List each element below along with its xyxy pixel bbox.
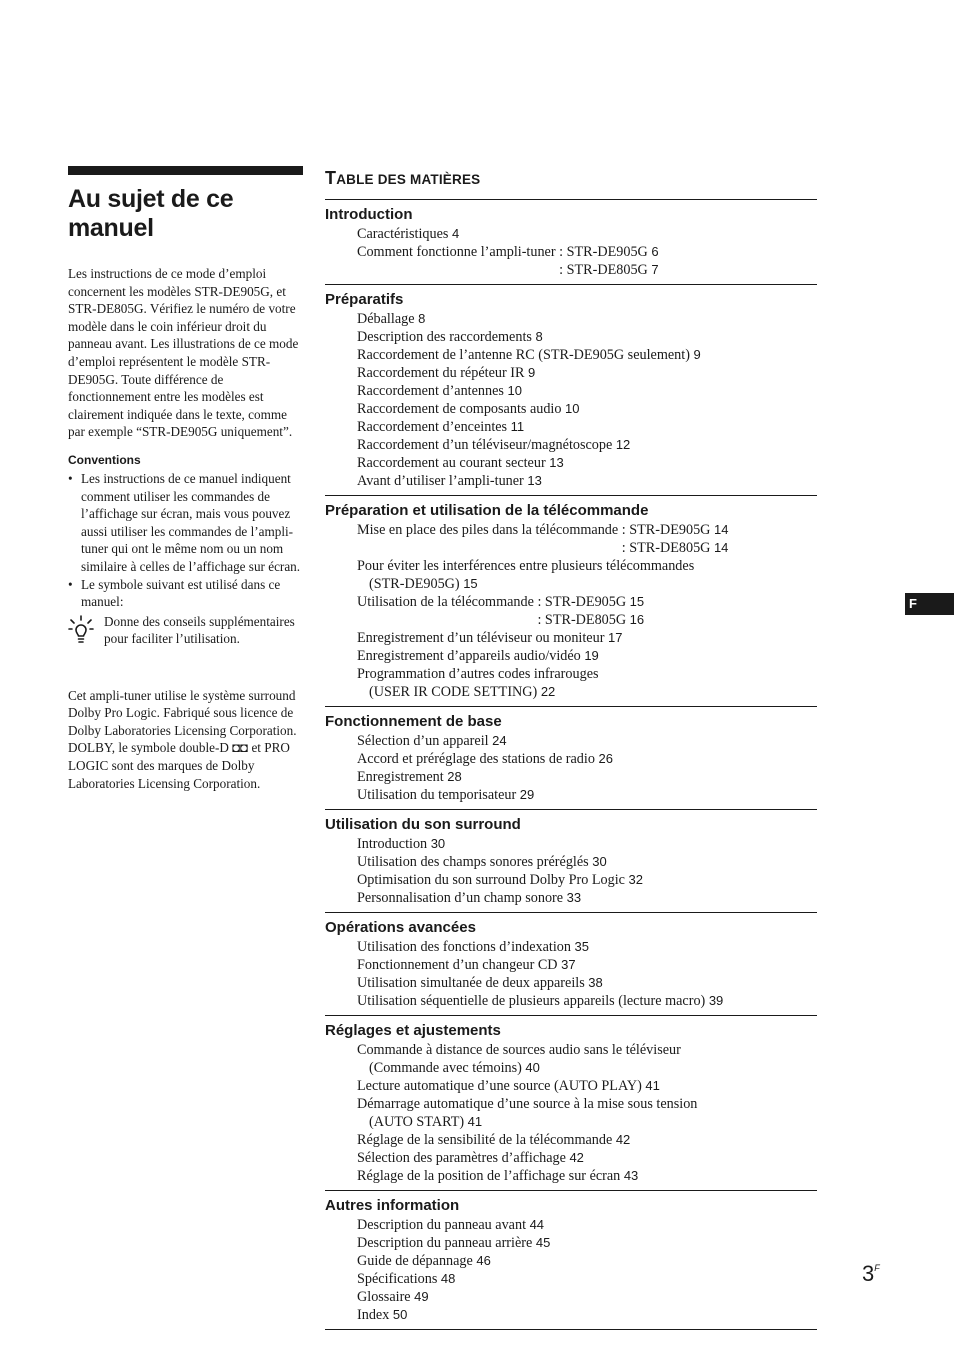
entry-text: Raccordement de composants audio [357,401,562,417]
entry-page: 44 [529,1217,545,1232]
entry-text: (Commande avec témoins) [369,1060,522,1076]
entry-page: 49 [414,1289,429,1304]
entry-page: 14 [713,522,729,537]
entry-text: Enregistrement [357,769,444,785]
toc-entry [325,472,817,490]
entry-text: Glossaire [357,1289,411,1305]
toc-entry [325,436,817,454]
entry-page: 6 [651,244,659,259]
entry-text: Utilisation simultanée de deux appareils [357,975,585,991]
toc-entry [325,418,817,436]
entry-text: Utilisation des champs sonores préréglés [357,854,589,870]
entry-text: Sélection d’un appareil [357,733,489,749]
toc-entry [325,1252,817,1270]
entry-page: 48 [440,1271,456,1286]
toc-entry [325,1131,817,1149]
table-of-contents [325,168,817,1330]
toc-entry [325,629,817,647]
toc-entry [325,1270,817,1288]
entry-text: Description du panneau arrière [357,1235,533,1251]
entry-text: Sélection des paramètres d’affichage [357,1150,566,1166]
toc-entry [325,400,817,418]
section-heading: Introduction [325,206,413,223]
left-column [68,166,303,792]
toc-entry [325,992,817,1010]
toc-entry [325,938,817,956]
toc-entry [325,871,817,889]
toc-section [325,1016,817,1191]
toc-sections [325,200,817,1330]
toc-entry [325,1059,817,1077]
entry-text: Caractéristiques [357,226,449,242]
toc-entry [325,1149,817,1167]
entry-page: 8 [418,311,426,326]
dolby-notice: Cet ampli-tuner utilise le système surround Dolby Pro Logic. Fabriqué sous licence de Dolby Laboratories Licensing Corporation. DOLBY, le symbole double-D ◘◘ et PRO LOGIC sont des marques de Dolby Laboratories Licensing Corporation. [68,687,297,791]
toc-entry [325,225,817,243]
toc-entry [325,1216,817,1234]
entry-text: Index [357,1307,390,1323]
entry-page: 24 [492,733,507,748]
entry-page: 4 [451,226,460,241]
entry-page: 13 [527,473,542,488]
entry-page: 39 [708,993,724,1008]
entry-text: Réglage de la sensibilité de la télécommande [357,1132,613,1148]
toc-section [325,913,817,1016]
list-item: • Le symbole suivant est utilisé dans ce manuel: [68,576,281,610]
entry-page: 28 [447,769,462,784]
entry-page: 37 [561,957,576,972]
entry-text: Spécifications [357,1271,438,1287]
toc-title: TABLE DES MATIÈRES [325,168,817,200]
toc-entry [325,750,817,768]
bullet-text: Les instructions de ce manuel indiquent comment utiliser les commandes de l’affichage sur écran, mais vous pouvez aussi utiliser les commandes de l’ampli-tuner qui ont le même nom ou un nom similaire à celles de l’affichage sur écran. [81,470,301,574]
entry-page: 30 [592,854,607,869]
entry-page: 32 [628,872,643,887]
entry-text: Enregistrement d’appareils audio/vidéo [357,648,581,664]
entry-text: Pour éviter les interférences entre plusieurs télécommandes [357,558,695,574]
toc-section [325,285,817,496]
toc-entry [325,557,817,575]
toc-entry [325,835,817,853]
entry-page: 16 [629,612,645,627]
entry-text: Comment fonctionne l’ampli-tuner : STR-DE905G [357,244,648,260]
toc-section [325,200,817,285]
entry-page: 43 [623,1168,639,1183]
entry-text: Commande à distance de sources audio sans le téléviseur [357,1042,681,1058]
page-title: Au sujet de ce manuel [68,185,234,242]
entry-page: 29 [519,787,535,802]
entry-page: 22 [540,684,556,699]
entry-page: 41 [467,1114,483,1129]
toc-entry [325,1167,817,1185]
entry-text: Utilisation du temporisateur [357,787,517,803]
intro-paragraph: Les instructions de ce mode d’emploi concernent les modèles STR-DE905G, et STR-DE805G. Vérifiez le numéro de votre modèle dans le coin inférieur droit du panneau avant. Les illustrations de ce mode d’emploi représentent le modèle STR-DE905G. Toute différence de fonctionnement entre les modèles est clairement indiquée dans le texte, comme par exemple “STR-DE905G uniquement”. [68,266,299,440]
entry-page: 41 [645,1078,660,1093]
list-item: • Les instructions de ce manuel indiquent comment utiliser les commandes de l’affichage sur écran, mais vous pouvez aussi utiliser les commandes de l’ampli-tuner qui ont le même nom ou un nom similaire à celles de l’affichage sur écran. [68,470,301,574]
entry-text: Raccordement d’antennes [357,383,504,399]
toc-entry [325,768,817,786]
entry-text: Utilisation de la télécommande : STR-DE905G [357,594,627,610]
toc-entry [325,974,817,992]
toc-entry [325,364,817,382]
toc-entry [325,261,817,279]
toc-section [325,810,817,913]
entry-text: Accord et préréglage des stations de radio [357,751,595,767]
entry-page: 9 [693,347,701,362]
entry-page: 10 [565,401,580,416]
section-heading: Réglages et ajustements [325,1022,501,1039]
entry-page: 8 [535,329,543,344]
entry-page: 45 [535,1235,551,1250]
toc-entry [325,732,817,750]
section-heading: Préparatifs [325,291,404,308]
toc-entry [325,346,817,364]
entry-text: Réglage de la position de l’affichage sur écran [357,1168,621,1184]
entry-text: Description du panneau avant [357,1217,527,1233]
tip-block [68,613,303,650]
toc-entry [325,1306,817,1324]
entry-text: Utilisation des fonctions d’indexation [357,939,571,955]
conventions-heading: Conventions [68,452,141,467]
entry-text: Description des raccordements [357,329,532,345]
entry-page: 10 [507,383,522,398]
toc-entry [325,382,817,400]
entry-text: Utilisation séquentielle de plusieurs appareils (lecture macro) [357,993,706,1009]
entry-text: Lecture automatique d’une source (AUTO PLAY) [357,1078,642,1094]
toc-entry [325,310,817,328]
entry-text: Programmation d’autres codes infrarouges [357,666,599,682]
section-heading: Fonctionnement de base [325,713,502,730]
entry-text: Personnalisation d’un champ sonore [357,890,564,906]
section-heading: Utilisation du son surround [325,816,521,833]
entry-text: Enregistrement d’un téléviseur ou moniteur [357,630,605,646]
entry-page: 19 [584,648,599,663]
toc-entry [325,683,817,701]
page-number: $3^F$ [862,1261,880,1286]
entry-page: 38 [588,975,603,990]
entry-page: 42 [569,1150,584,1165]
toc-entry [325,1234,817,1252]
toc-entry [325,611,817,629]
toc-section [325,496,817,707]
toc-entry [325,575,817,593]
entry-text: Raccordement au courant secteur [357,455,546,471]
entry-page: 11 [510,419,525,434]
entry-page: 40 [525,1060,540,1075]
entry-text: Mise en place des piles dans la télécommande : STR-DE905G [357,522,711,538]
toc-entry [325,593,817,611]
entry-text: Fonctionnement d’un changeur CD [357,957,558,973]
entry-page: 26 [598,751,613,766]
toc-entry [325,243,817,261]
toc-entry [325,1113,817,1131]
section-heading: Préparation et utilisation de la télécommande [325,502,649,519]
entry-text: Raccordement de l’antenne RC (STR-DE905G seulement) [357,347,690,363]
toc-entry [325,454,817,472]
entry-text: Raccordement d’un téléviseur/magnétoscope [357,437,613,453]
lightbulb-icon [68,613,98,650]
entry-text: : STR-DE805G [537,612,627,628]
toc-entry [325,1041,817,1059]
entry-text: (AUTO START) [369,1114,465,1130]
bullet-text: Le symbole suivant est utilisé dans ce manuel: [81,576,281,610]
entry-page: 30 [430,836,446,851]
entry-page: 12 [615,437,631,452]
toc-entry [325,786,817,804]
section-heading: Opérations avancées [325,919,476,936]
entry-page: 14 [713,540,729,555]
entry-page: 50 [392,1307,408,1322]
entry-page: 35 [574,939,589,954]
toc-entry [325,1077,817,1095]
entry-page: 13 [549,455,564,470]
entry-text: (STR-DE905G) [369,576,460,592]
toc-entry [325,539,817,557]
entry-page: 17 [607,630,623,645]
entry-text: : STR-DE805G [559,262,648,278]
entry-text: Introduction [357,836,428,852]
entry-text: Avant d’utiliser l’ampli-tuner [357,473,524,489]
language-tab: F [905,593,954,615]
entry-text: Optimisation du son surround Dolby Pro Logic [357,872,625,888]
entry-page: 15 [463,576,478,591]
entry-text: Raccordement d’enceintes [357,419,508,435]
toc-entry [325,1095,817,1113]
toc-entry [325,328,817,346]
toc-entry [325,647,817,665]
entry-page: 7 [651,262,659,277]
conventions-list [68,470,303,611]
entry-text: Guide de dépannage [357,1253,473,1269]
toc-entry [325,889,817,907]
toc-section [325,1191,817,1330]
title-rule [68,166,303,175]
entry-page: 9 [527,365,536,380]
toc-entry [325,956,817,974]
entry-page: 46 [476,1253,491,1268]
entry-text: (USER IR CODE SETTING) [369,684,538,700]
toc-entry [325,665,817,683]
entry-text: Déballage [357,311,415,327]
toc-entry [325,1288,817,1306]
toc-section [325,707,817,810]
entry-text: : STR-DE805G [621,540,711,556]
entry-text: Démarrage automatique d’une source à la mise sous tension [357,1096,698,1112]
entry-page: 42 [615,1132,631,1147]
section-heading: Autres information [325,1197,460,1214]
toc-entry [325,521,817,539]
entry-page: 15 [629,594,645,609]
entry-page: 33 [566,890,582,905]
tip-text: Donne des conseils supplémentaires pour faciliter l’utilisation. [104,613,295,647]
toc-entry [325,853,817,871]
entry-text: Raccordement du répéteur IR [357,365,525,381]
